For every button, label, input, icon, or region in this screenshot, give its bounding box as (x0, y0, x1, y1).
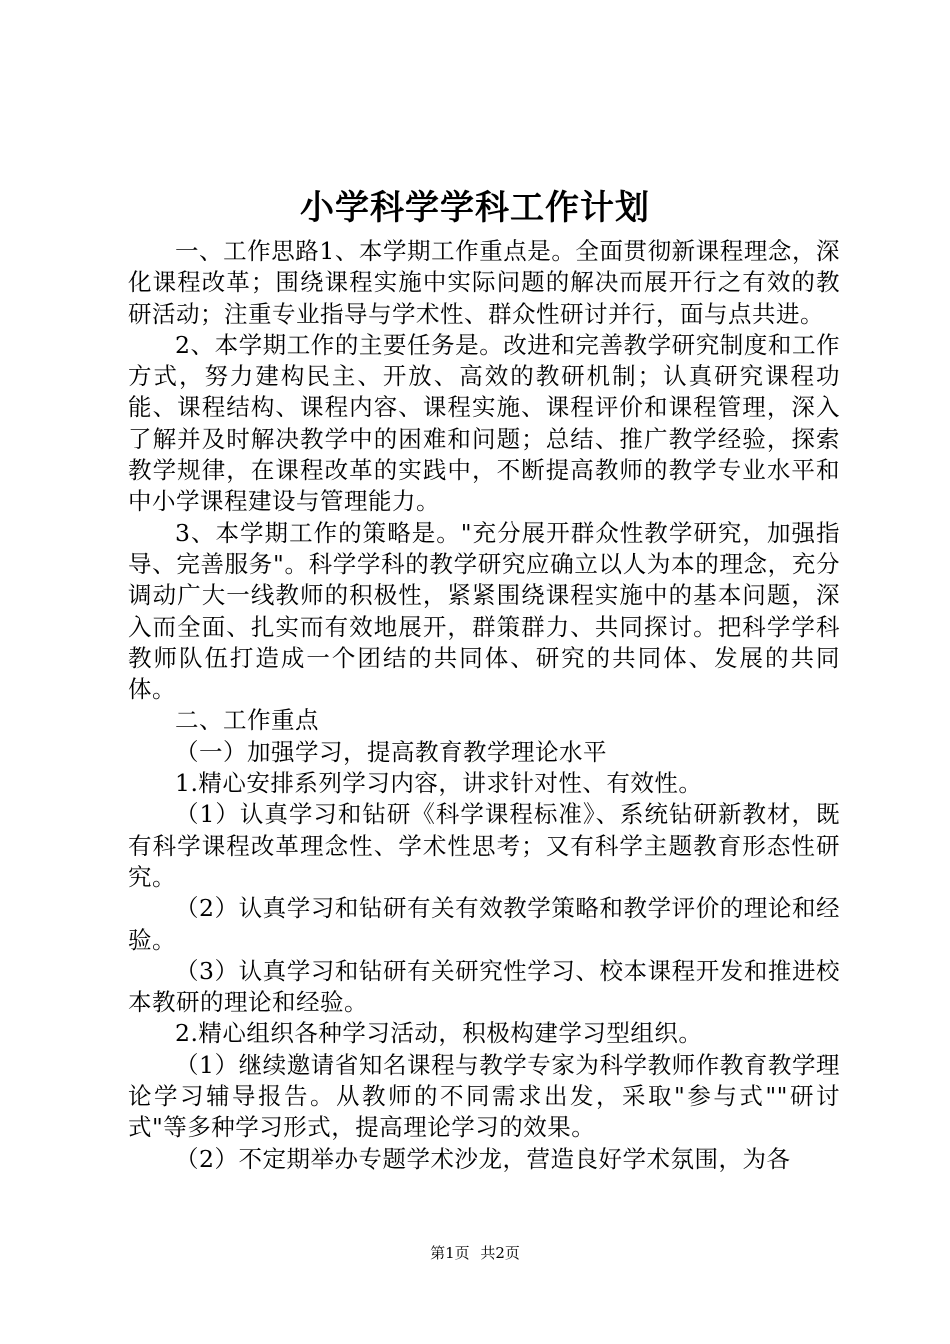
section-heading: 二、工作重点 (175, 706, 319, 735)
paragraph: （2）认真学习和钻研有关有效教学策略和教学评价的理论和经验。 (128, 894, 840, 954)
subsection-heading: （一）加强学习，提高教育教学理论水平 (175, 737, 607, 766)
paragraph: 2.精心组织各种学习活动，积极构建学习型组织。 (175, 1019, 703, 1048)
document-body (128, 236, 840, 1175)
paragraph: （2）不定期举办专题学术沙龙，营造良好学术氛围，为各 (175, 1144, 791, 1173)
page-number: 第1页 (430, 1244, 470, 1262)
paragraph: （1）继续邀请省知名课程与教学专家为科学教师作教育教学理论学习辅导报告。从教师的不同需求出发，采取"参与式""研讨式"等多种学习形式，提高理论学习的效果。 (128, 1050, 840, 1142)
paragraph: （1）认真学习和钻研《科学课程标准》、系统钻研新教材，既有科学课程改革理念性、学术性思考；又有科学主题教育形态性研究。 (128, 800, 840, 891)
document-title: 小学科学学科工作计划 (300, 188, 650, 228)
paragraph: 一、工作思路1、本学期工作重点是。全面贯彻新课程理念，深化课程改革；围绕课程实施中实际问题的解决而展开行之有效的教研活动；注重专业指导与学术性、群众性研讨并行，面与点共进。 (128, 237, 840, 328)
page-total: 共2页 (480, 1244, 520, 1262)
paragraph: 1.精心安排系列学习内容，讲求针对性、有效性。 (175, 769, 703, 798)
paragraph: 2、本学期工作的主要任务是。改进和完善教学研究制度和工作方式，努力建构民主、开放、高效的教研机制；认真研究课程功能、课程结构、课程内容、课程实施、课程评价和课程管理，深入了解并及时解决教学中的困难和问题；总结、推广教学经验，探索教学规律，在课程改革的实践中，不断提高教师的教学专业水平和中小学课程建设与管理能力。 (128, 330, 840, 516)
paragraph: （3）认真学习和钻研有关研究性学习、校本课程开发和推进校本教研的理论和经验。 (128, 956, 840, 1017)
page-footer (0, 1243, 950, 1263)
paragraph: 3、本学期工作的策略是。"充分展开群众性教学研究，加强指导、完善服务"。科学学科的教学研究应确立以人为本的理念，充分调动广大一线教师的积极性，紧紧围绕课程实施中的基本问题，深入而全面、扎实而有效地展开，群策群力、共同探讨。把科学学科教师队伍打造成一个团结的共同体、研究的共同体、发展的共同体。 (128, 518, 840, 704)
